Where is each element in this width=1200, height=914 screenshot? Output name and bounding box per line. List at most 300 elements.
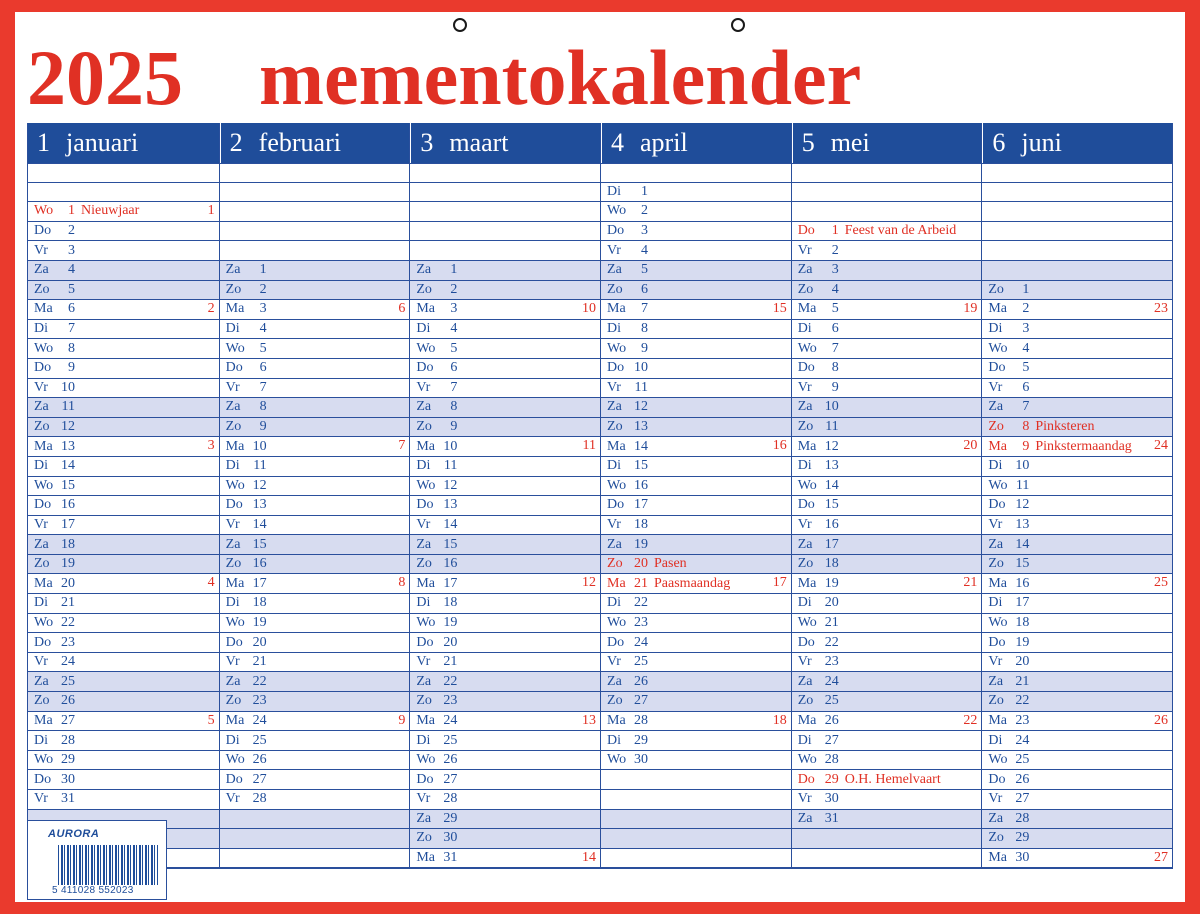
empty-row	[601, 790, 791, 810]
day-number: 26	[443, 752, 458, 768]
day-row	[792, 241, 982, 261]
day-number: 9	[450, 419, 458, 435]
weekday-label: Do	[797, 634, 815, 650]
day-row	[28, 712, 219, 732]
weekday-label: Vr	[607, 654, 621, 670]
day-number: 12	[634, 399, 649, 415]
empty-row	[220, 222, 410, 242]
day-row	[28, 222, 219, 242]
day-row	[792, 653, 982, 673]
weekday-label: Zo	[225, 693, 242, 709]
day-row	[792, 418, 982, 438]
day-number: 28	[443, 791, 458, 807]
week-number: 20	[963, 438, 978, 454]
week-number: 6	[398, 301, 406, 317]
day-number: 20	[252, 634, 267, 650]
calendar-sheet	[15, 12, 1185, 902]
day-number: 28	[824, 752, 839, 768]
day-row	[410, 633, 600, 653]
empty-row	[410, 202, 600, 222]
day-row	[220, 555, 410, 575]
day-row	[28, 477, 219, 497]
day-row	[792, 594, 982, 614]
weekday-label: Di	[797, 732, 812, 748]
day-number: 20	[824, 595, 839, 611]
day-row	[28, 751, 219, 771]
weekday-label: Ma	[416, 850, 436, 866]
day-row	[410, 359, 600, 379]
weekday-label: Zo	[34, 419, 50, 435]
weekday-label: Di	[988, 321, 1003, 337]
day-number: 27	[61, 712, 75, 728]
day-number: 29	[1015, 830, 1030, 846]
weekday-label: Ma	[607, 301, 626, 317]
weekday-label: Do	[416, 360, 434, 376]
day-row	[982, 633, 1172, 653]
day-number: 15	[443, 536, 458, 552]
day-row	[28, 457, 219, 477]
weekday-label: Wo	[225, 477, 245, 493]
day-row	[982, 516, 1172, 536]
weekday-label: Di	[607, 595, 622, 611]
weekday-label: Wo	[416, 614, 436, 630]
weekday-label: Zo	[607, 281, 623, 297]
day-row	[982, 790, 1172, 810]
day-number: 23	[252, 693, 267, 709]
month-name: april	[640, 128, 688, 157]
weekday-label: Di	[607, 732, 622, 748]
weekday-label: Vr	[34, 379, 48, 395]
day-number: 9	[68, 360, 75, 376]
weekday-label: Wo	[797, 752, 817, 768]
weekday-label: Do	[607, 360, 625, 376]
day-number: 15	[61, 477, 75, 493]
day-row	[792, 692, 982, 712]
day-number: 13	[61, 438, 75, 454]
day-number: 24	[634, 634, 649, 650]
day-row	[601, 457, 791, 477]
day-number: 7	[831, 340, 839, 356]
weekday-label: Vr	[607, 516, 621, 532]
day-row	[410, 731, 600, 751]
day-row	[982, 614, 1172, 634]
weekday-label: Zo	[988, 556, 1004, 572]
weekday-label: Di	[225, 732, 240, 748]
weekday-label: Do	[988, 771, 1006, 787]
weekday-label: Di	[416, 595, 431, 611]
day-number: 26	[1015, 771, 1030, 787]
day-row	[792, 614, 982, 634]
weekday-label: Wo	[988, 477, 1008, 493]
day-row	[28, 300, 219, 320]
week-number: 9	[398, 712, 406, 728]
day-row	[792, 359, 982, 379]
weekday-label: Wo	[34, 752, 54, 768]
day-row	[601, 320, 791, 340]
day-number: 3	[68, 242, 75, 258]
day-row	[410, 300, 600, 320]
day-row	[601, 614, 791, 634]
weekday-label: Ma	[225, 712, 245, 728]
weekday-label: Ma	[988, 301, 1008, 317]
empty-row	[982, 183, 1172, 203]
day-row	[601, 535, 791, 555]
week-number: 7	[398, 438, 406, 454]
weekday-label: Do	[416, 497, 434, 513]
weekday-label: Za	[797, 810, 813, 826]
day-row	[792, 555, 982, 575]
day-row	[220, 751, 410, 771]
weekday-label: Za	[34, 536, 49, 552]
month-name: maart	[449, 128, 509, 157]
weekday-label: Wo	[34, 614, 54, 630]
day-row	[982, 359, 1172, 379]
day-row	[28, 633, 219, 653]
day-number: 9	[259, 419, 267, 435]
day-number: 17	[443, 575, 458, 591]
day-number: 11	[634, 379, 649, 395]
month-header	[220, 123, 410, 163]
weekday-label: Ma	[34, 438, 53, 454]
day-row	[792, 379, 982, 399]
day-number: 2	[450, 281, 458, 297]
day-number: 19	[634, 536, 649, 552]
day-row	[792, 535, 982, 555]
empty-row	[410, 163, 600, 183]
day-number: 13	[252, 497, 267, 513]
empty-row	[792, 183, 982, 203]
day-row	[28, 359, 219, 379]
month-number: 4	[611, 128, 625, 157]
weekday-label: Di	[416, 458, 431, 474]
day-row	[28, 320, 219, 340]
weekday-label: Wo	[34, 477, 54, 493]
day-row	[28, 692, 219, 712]
day-row	[220, 653, 410, 673]
week-number: 4	[207, 575, 215, 591]
month-column	[600, 123, 791, 868]
day-number: 4	[641, 242, 649, 258]
weekday-label: Zo	[416, 419, 432, 435]
empty-row	[982, 261, 1172, 281]
weekday-label: Vr	[34, 791, 48, 807]
weekday-label: Vr	[416, 791, 431, 807]
day-number: 5	[450, 340, 458, 356]
day-number: 22	[443, 673, 458, 689]
day-row	[982, 418, 1172, 438]
day-number: 9	[831, 379, 839, 395]
weekday-label: Vr	[988, 791, 1003, 807]
weekday-label: Za	[416, 262, 432, 278]
weekday-label: Do	[225, 497, 243, 513]
day-row	[410, 849, 600, 869]
day-row	[410, 574, 600, 594]
weekday-label: Wo	[607, 477, 627, 493]
weekday-label: Ma	[797, 438, 817, 454]
day-number: 23	[824, 654, 839, 670]
weekday-label: Vr	[34, 654, 48, 670]
weekday-label: Ma	[416, 301, 436, 317]
day-number: 16	[252, 556, 267, 572]
weekday-label: Do	[416, 771, 434, 787]
weekday-label: Zo	[607, 556, 623, 572]
day-row	[601, 418, 791, 438]
day-row	[410, 496, 600, 516]
weekday-label: Zo	[225, 419, 242, 435]
day-row	[601, 731, 791, 751]
weekday-label: Vr	[797, 516, 812, 532]
day-number: 23	[443, 693, 458, 709]
day-row	[601, 672, 791, 692]
weekday-label: Za	[988, 673, 1004, 689]
day-row	[28, 672, 219, 692]
day-row	[220, 418, 410, 438]
weekday-label: Wo	[607, 752, 627, 768]
weekday-label: Vr	[225, 379, 240, 395]
day-number: 2	[1022, 301, 1030, 317]
day-number: 1	[831, 223, 839, 239]
weekday-label: Wo	[225, 340, 245, 356]
day-number: 6	[1022, 379, 1030, 395]
day-row	[410, 516, 600, 536]
day-row	[410, 829, 600, 849]
day-row	[792, 790, 982, 810]
day-row	[28, 241, 219, 261]
day-row	[28, 281, 219, 301]
day-row	[601, 222, 791, 242]
weekday-label: Zo	[225, 281, 242, 297]
weekday-label: Do	[797, 771, 815, 787]
day-number: 15	[1015, 556, 1030, 572]
month-column	[409, 123, 600, 868]
day-row	[982, 457, 1172, 477]
day-row	[982, 594, 1172, 614]
day-row	[28, 790, 219, 810]
day-number: 8	[831, 360, 839, 376]
day-row	[28, 418, 219, 438]
weekday-label: Za	[797, 673, 813, 689]
day-number: 13	[634, 419, 649, 435]
day-row	[982, 555, 1172, 575]
day-row	[28, 770, 219, 790]
weekday-label: Za	[225, 262, 241, 278]
empty-row	[220, 849, 410, 869]
weekday-label: Za	[607, 262, 622, 278]
day-row	[220, 437, 410, 457]
month-name: januari	[66, 128, 139, 157]
day-row	[601, 496, 791, 516]
weekday-label: Ma	[797, 575, 817, 591]
weekday-label: Do	[988, 360, 1006, 376]
day-number: 26	[61, 693, 75, 709]
day-row	[410, 751, 600, 771]
day-number: 2	[259, 281, 267, 297]
weekday-label: Di	[607, 458, 622, 474]
day-row	[982, 281, 1172, 301]
day-row	[410, 261, 600, 281]
weekday-label: Do	[607, 223, 625, 239]
day-row	[601, 398, 791, 418]
week-number: 19	[963, 301, 978, 317]
weekday-label: Za	[988, 536, 1004, 552]
day-number: 31	[443, 850, 458, 866]
day-number: 24	[252, 712, 267, 728]
day-number: 14	[634, 438, 649, 454]
weekday-label: Di	[797, 595, 812, 611]
weekday-label: Za	[797, 399, 813, 415]
day-number: 21	[1015, 673, 1030, 689]
day-number: 29	[634, 732, 649, 748]
day-row	[220, 614, 410, 634]
day-row	[410, 810, 600, 830]
day-row	[410, 790, 600, 810]
week-number: 17	[772, 575, 787, 591]
week-number: 14	[582, 849, 597, 865]
week-number: 13	[582, 712, 597, 728]
weekday-label: Do	[34, 497, 52, 513]
day-row	[220, 477, 410, 497]
weekday-label: Ma	[607, 438, 626, 454]
empty-row	[601, 810, 791, 830]
week-number: 15	[772, 301, 787, 317]
week-number: 12	[582, 575, 597, 591]
empty-row	[28, 183, 219, 203]
weekday-label: Ma	[416, 575, 436, 591]
weekday-label: Ma	[416, 438, 436, 454]
weekday-label: Do	[416, 634, 434, 650]
weekday-label: Za	[34, 673, 49, 689]
empty-row	[982, 241, 1172, 261]
day-number: 3	[1022, 321, 1030, 337]
weekday-label: Di	[34, 458, 48, 474]
day-row	[410, 614, 600, 634]
day-row	[220, 379, 410, 399]
week-number: 16	[772, 438, 787, 454]
weekday-label: Do	[34, 360, 52, 376]
day-number: 30	[443, 830, 458, 846]
day-number: 6	[259, 360, 267, 376]
title-year: 2025	[27, 34, 183, 121]
weekday-label: Do	[607, 497, 625, 513]
day-number: 7	[68, 321, 75, 337]
day-row	[982, 849, 1172, 869]
month-name: mei	[830, 128, 870, 157]
weekday-label: Za	[34, 399, 49, 415]
empty-row	[28, 163, 219, 183]
day-number: 10	[252, 438, 267, 454]
day-number: 22	[252, 673, 267, 689]
day-number: 4	[1022, 340, 1030, 356]
day-number: 21	[824, 614, 839, 630]
day-number: 8	[1022, 419, 1030, 435]
day-row	[982, 535, 1172, 555]
day-row	[220, 692, 410, 712]
day-number: 5	[68, 281, 75, 297]
empty-row	[792, 849, 982, 869]
weekday-label: Di	[988, 595, 1003, 611]
day-number: 29	[61, 752, 75, 768]
weekday-label: Ma	[34, 301, 53, 317]
weekday-label: Do	[34, 771, 52, 787]
month-grid	[27, 123, 1173, 869]
day-number: 17	[634, 497, 649, 513]
day-number: 25	[61, 673, 75, 689]
weekday-label: Do	[225, 771, 243, 787]
day-row	[601, 653, 791, 673]
weekday-label: Vr	[607, 379, 621, 395]
day-number: 7	[1022, 399, 1030, 415]
weekday-label: Zo	[416, 281, 432, 297]
day-row	[220, 457, 410, 477]
weekday-label: Di	[225, 595, 240, 611]
day-row	[982, 300, 1172, 320]
weekday-label: Zo	[225, 556, 242, 572]
day-row	[982, 379, 1172, 399]
barcode-digits: 5 411028 552023	[52, 885, 134, 896]
day-row	[28, 653, 219, 673]
day-row	[601, 437, 791, 457]
weekday-label: Wo	[607, 614, 627, 630]
day-number: 25	[443, 732, 458, 748]
day-row	[220, 300, 410, 320]
weekday-label: Zo	[34, 556, 50, 572]
weekday-label: Vr	[225, 791, 240, 807]
day-row	[982, 751, 1172, 771]
day-row	[982, 829, 1172, 849]
day-number: 30	[1015, 850, 1030, 866]
day-number: 23	[61, 634, 75, 650]
weekday-label: Za	[225, 673, 241, 689]
day-number: 3	[259, 301, 267, 317]
day-number: 18	[443, 595, 458, 611]
weekday-label: Di	[225, 458, 240, 474]
day-row	[601, 555, 791, 575]
day-number: 21	[443, 654, 458, 670]
day-number: 28	[634, 712, 649, 728]
weekday-label: Do	[607, 634, 625, 650]
day-number: 20	[443, 634, 458, 650]
weekday-label: Do	[797, 223, 815, 239]
empty-row	[982, 222, 1172, 242]
weekday-label: Ma	[797, 301, 817, 317]
day-row	[601, 633, 791, 653]
weekday-label: Wo	[988, 614, 1008, 630]
weekday-label: Za	[607, 536, 622, 552]
day-row	[792, 770, 982, 790]
day-number: 11	[825, 419, 839, 435]
day-number: 24	[443, 712, 458, 728]
month-header	[792, 123, 982, 163]
weekday-label: Wo	[225, 614, 245, 630]
weekday-label: Za	[416, 673, 432, 689]
day-row	[982, 574, 1172, 594]
day-number: 2	[68, 223, 75, 239]
empty-row	[410, 222, 600, 242]
day-number: 11	[61, 399, 75, 415]
day-row	[28, 594, 219, 614]
week-number: 23	[1154, 301, 1169, 317]
month-number: 5	[801, 128, 815, 157]
weekday-label: Wo	[34, 203, 54, 219]
day-row	[410, 555, 600, 575]
day-number: 16	[61, 497, 75, 513]
weekday-label: Wo	[416, 752, 436, 768]
weekday-label: Zo	[416, 693, 432, 709]
day-row	[982, 692, 1172, 712]
weekday-label: Vr	[416, 516, 431, 532]
day-number: 19	[252, 614, 267, 630]
day-number: 12	[61, 419, 75, 435]
